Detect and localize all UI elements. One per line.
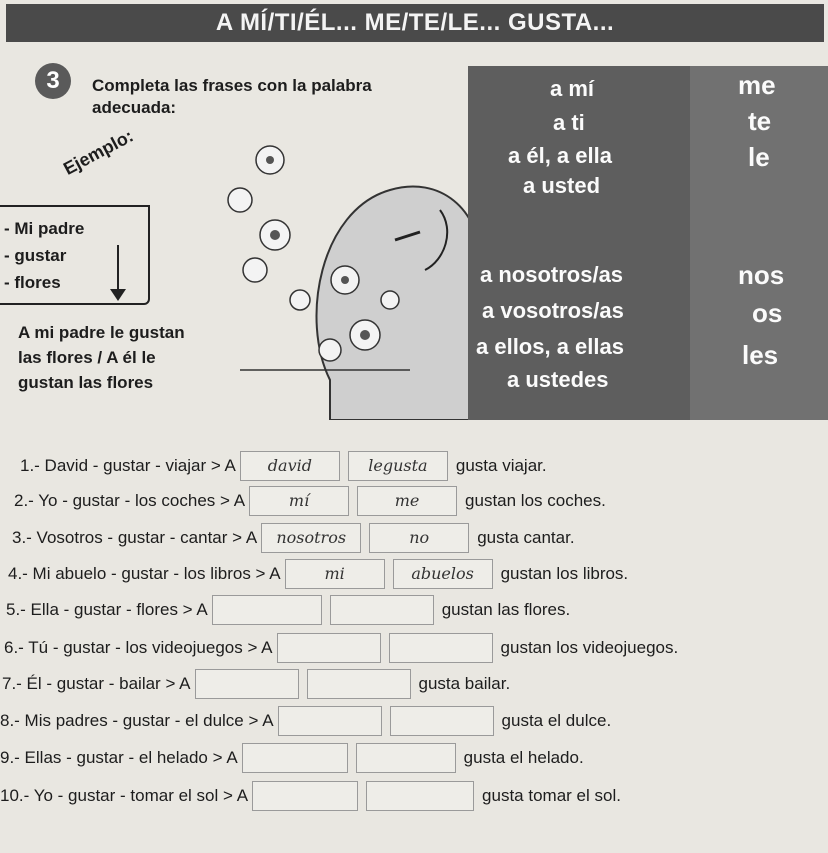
sentence-row	[14, 485, 606, 517]
pronoun-a-ti: a ti	[553, 110, 585, 135]
answer-box-2[interactable]: me	[357, 486, 457, 516]
answer-box-2[interactable]: legusta	[348, 451, 448, 481]
example-result-line: las flores / A él le	[18, 348, 156, 367]
answer-box-1[interactable]: david	[240, 451, 340, 481]
pronoun-a-ellos-ellas: a ellos, a ellas	[476, 334, 624, 359]
answer-box-1[interactable]: mí	[249, 486, 349, 516]
sentence-row	[20, 450, 547, 482]
answer-box-2[interactable]	[356, 743, 456, 773]
sentence-row	[12, 522, 575, 554]
example-label: Ejemplo:	[60, 125, 137, 179]
exercise-number: 3	[35, 63, 71, 99]
answer-box-1[interactable]	[252, 781, 358, 811]
sentence-ending: gusta viajar.	[455, 456, 547, 475]
sentence-prompt: 3.- Vosotros - gustar - cantar > A	[12, 528, 258, 547]
example-result	[18, 320, 185, 395]
pronoun-a-el-ella: a él, a ella	[508, 143, 612, 168]
answer-box-2[interactable]	[330, 595, 434, 625]
answer-box-1[interactable]	[242, 743, 348, 773]
sentence-prompt: 9.- Ellas - gustar - el helado > A	[0, 748, 238, 767]
example-item: - gustar	[4, 246, 67, 265]
sentence-prompt: 2.- Yo - gustar - los coches > A	[14, 491, 246, 510]
answer-box-2[interactable]	[389, 633, 493, 663]
sentence-prompt: 1.- David - gustar - viajar > A	[20, 456, 236, 475]
sentence-prompt: 6.- Tú - gustar - los videojuegos > A	[4, 638, 273, 657]
pronoun-nos: nos	[738, 260, 785, 290]
sentence-prompt: 4.- Mi abuelo - gustar - los libros > A	[8, 564, 281, 583]
pronoun-a-nosotros: a nosotros/as	[480, 262, 624, 287]
pronoun-a-ustedes: a ustedes	[507, 367, 609, 392]
sentence-row	[6, 594, 570, 626]
answer-box-2[interactable]	[307, 669, 411, 699]
pronoun-te: te	[748, 106, 772, 136]
sentence-ending: gusta cantar.	[477, 528, 575, 547]
answer-box-2[interactable]	[390, 706, 494, 736]
sentence-row	[0, 780, 621, 812]
pronoun-a-vosotros: a vosotros/as	[482, 298, 624, 323]
pronoun-a-mi: a mí	[550, 76, 595, 101]
sentence-row	[0, 705, 611, 737]
worksheet-title: A MÍ/TI/ÉL... ME/TE/LE... GUSTA...	[6, 4, 824, 42]
exercise-instruction: Completa las frases con la palabra adecuada:	[92, 76, 372, 117]
answer-box-1[interactable]: nosotros	[261, 523, 361, 553]
pronoun-os: os	[752, 298, 783, 328]
sentence-prompt: 8.- Mis padres - gustar - el dulce > A	[0, 711, 274, 730]
answer-box-1[interactable]	[278, 706, 382, 736]
answer-box-1[interactable]	[195, 669, 299, 699]
sentence-ending: gustan los coches.	[465, 491, 606, 510]
pronoun-a-usted: a usted	[523, 173, 601, 198]
example-item: - flores	[4, 273, 61, 292]
sentence-ending: gusta bailar.	[418, 674, 511, 693]
sentence-ending: gustan los libros.	[500, 564, 629, 583]
answer-box-1[interactable]	[212, 595, 322, 625]
pronoun-le: le	[748, 142, 770, 172]
sentence-ending: gusta el dulce.	[501, 711, 612, 730]
sentence-prompt: 10.- Yo - gustar - tomar el sol > A	[0, 786, 249, 805]
answer-box-1[interactable]: mi	[285, 559, 385, 589]
sentence-row	[2, 668, 510, 700]
answer-box-2[interactable]: abuelos	[393, 559, 493, 589]
flowers-portrait-illustration	[180, 120, 480, 420]
sentence-prompt: 5.- Ella - gustar - flores > A	[6, 600, 208, 619]
sentence-prompt: 7.- Él - gustar - bailar > A	[2, 674, 191, 693]
sentence-ending: gustan las flores.	[441, 600, 571, 619]
pronoun-les: les	[742, 340, 779, 370]
sentence-ending: gusta el helado.	[463, 748, 584, 767]
example-result-line: gustan las flores	[18, 373, 154, 392]
sentence-row	[8, 558, 628, 590]
answer-box-2[interactable]	[366, 781, 474, 811]
sentence-row	[0, 742, 584, 774]
example-item: - Mi padre	[4, 219, 85, 238]
sentence-ending: gusta tomar el sol.	[482, 786, 621, 805]
sentence-ending: gustan los videojuegos.	[500, 638, 679, 657]
arrow-down-icon	[117, 245, 119, 293]
pronoun-me: me	[738, 70, 776, 100]
example-result-line: A mi padre le gustan	[18, 323, 185, 342]
answer-box-2[interactable]: no	[369, 523, 469, 553]
sentence-row	[4, 632, 678, 664]
answer-box-1[interactable]	[277, 633, 381, 663]
example-list	[4, 215, 84, 296]
